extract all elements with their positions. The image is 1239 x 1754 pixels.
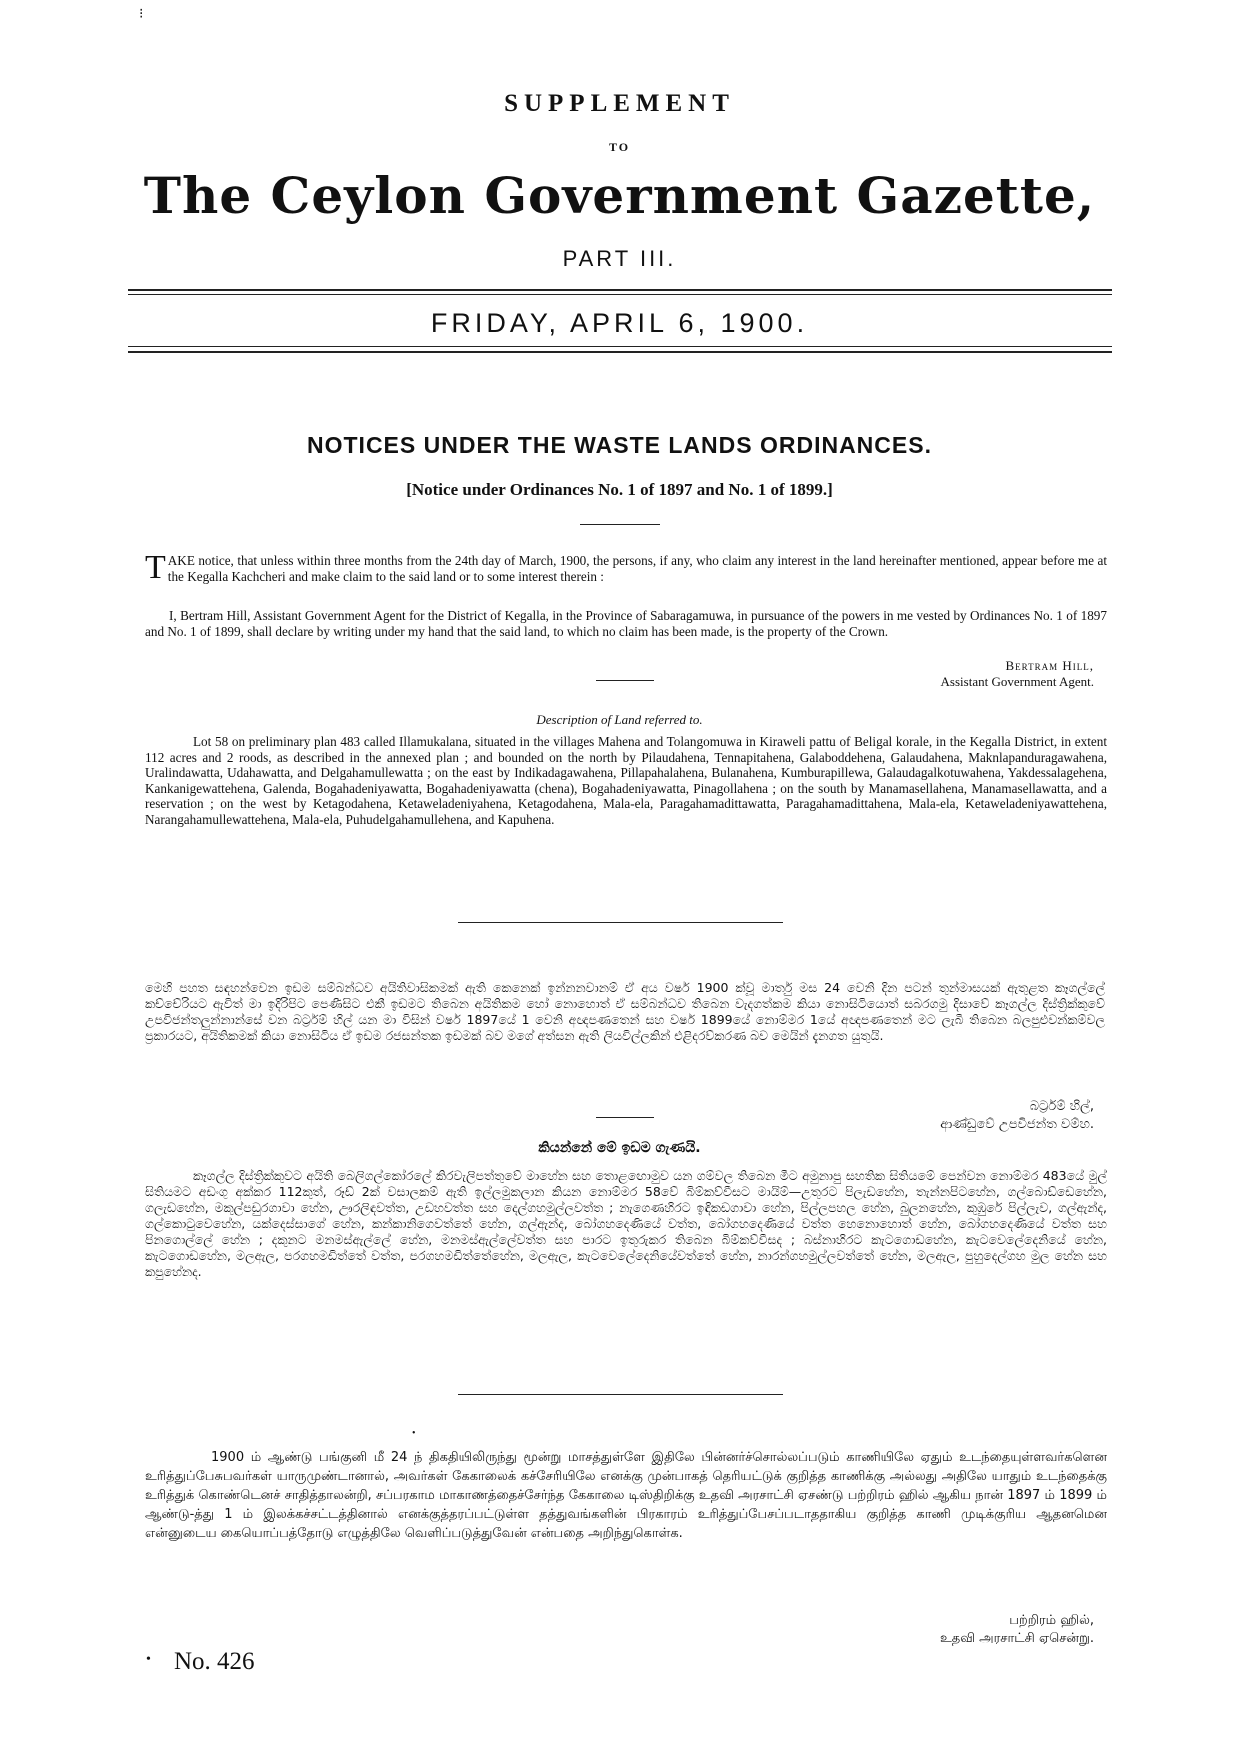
sinhala-signatory-title: ආණ්ඩුවේ උපවිජන්ත වම්හ. (940, 1117, 1094, 1132)
part-label: PART III. (562, 246, 677, 271)
to-label: TO (608, 140, 631, 154)
bullet-mark: • (146, 1652, 151, 1667)
dot-mark: • (412, 1428, 416, 1439)
sinhala-land-description: කෑගල්ල දිස්ත්‍රික්කුවට අයිති බෙලිගල්කෝරලේ කිරවැලිපත්තුවේ මාහේන සහ තොළඟොමුව යන ගම්වල තිබෙන මීට අමුනාපු සහතික සිතියමේ පෙන්වන නොම්මර 483යේ මුල් සිතියමට අඩංගු අක්කර 112කුත්, රූඩ් 2ක් වසාලකම් ඇති ඉල්ලමුකලාන කියන නොම්මර 58වේ බිම්කව්වීසට මායිම්—උතුරට පිලැඩහේන, තැන්නපිටහේන, ගල්බොඩ්ඩෙහේන, ගලැඩහේන, මකුල්පඩුරගාවා හේන, ඌරලිඳවත්ත, උඩහවත්ත සහ දෙල්ගහමුල්ලවත්ත ; නැගෙණහිරට ඉඳිකඩගාවා හේන, පිල්ලපහල හේන, බුලනහේන, කුඹුරේ පිල්ලැව, ගල්ඇන්ද, ගල්කොටුවෙහේන, යක්දෙස්සාගේ හේන, කන්කානිගෙවත්තේ හේන, ගල්ඇන්ද, බෝගහදෙණියේ වත්ත, බෝගහදෙණියේ වත්ත හෙනොහොත් හේන, බෝගහදෙණියේ වත්ත සහ පිනගොල්ලේ හේන ; දකුනට මනමස්ඇල්ලේ හේන, මනමස්ඇල්ලේවත්ත සහ පාරට ඉතුරුකර තිබෙන බිම්කව්වීසද ; බස්නාහිරට කැටගොඩහේන, කැටවෙලේදෙනියේ හේන, කැටගොඩහේන, මලඇල, පරගහමඩිත්තේ වත්ත, පරගහමඩිත්තේහේන, මලඇල, කැටවෙලේදෙනියේවත්තේ හේන, නාරන්ගහමුල්ලවත්තේ හේන, මලඇල, පුහුදෙල්ගහ මුල හේන සහ කපුහේනද. (145, 1168, 1107, 1279)
sinhala-signature-divider (596, 1117, 654, 1118)
issue-date: FRIDAY, APRIL 6, 1900. (430, 308, 809, 338)
signatory-name: Bertram Hill, (1005, 658, 1094, 673)
description-heading: Description of Land referred to. (536, 712, 703, 727)
masthead-rule-bottom-inner (128, 346, 1112, 347)
land-description: Lot 58 on preliminary plan 483 called Illamukalana, situated in the villages Mahena and Tolangomuwa in Kiraweli pattu of Beligal korale, in the Kegalla District, in extent 112 acres and 2 roods, as described in the annexed plan ; and bounded on the north by Pilaudahena, Tennapitahena, Galaboddehena, Galaudahena, Maknlapanduragawahena, Uralindawatta, Udahawatta, and Delgahamullewatta ; on the east by Indikadagawahena, Pillapahalahena, Bulanahena, Kumburapillewa, Galaudagalkotuwahena, Yakdessalagehena, Kankanigewattehena, Galenda, Bogahadeniyawatta, Bogahadeniyawatta (chena), Bogahadeniyawatta, Pinagollahena ; on the south by Manamasellahena, Manamasellawatta, and a reservation ; on the west by Ketagodahena, Ketaweladeniyahena, Ketagodahena, Mala-ela, Paragahamadittawatta, Paragahamadittahena, Mala-ela, Ketaweladeniyawattehena, Narangahamullewattehena, Mala-ela, Puhudelgahamullehena, and Kapuhena. (145, 734, 1107, 827)
sinhala-notice-paragraph: මෙහි පහත සඳහන්වෙන ඉඩම සම්බන්ධව අයිතිවාසිකමක් ඇති කෙනෙක් ඉන්නනවානම් ඒ අය වර්ෂ 1900 ක්වූ මාර්තු මස 24 වෙනි දින පටන් තුන්මාසයක් ඇතුළත කෑගල්ලේ කච්චේරියට ඇවිත් මා ඉදිරිපිට පෙණීසිට එකී ඉඩමට තිබෙන අයිතිකම හෝ නොහොත් ඒ සම්බන්ධව තිබෙන වැදගත්කම කියා නොසිටියොත් සබරගමු දිසාවේ කෑගල්ල දිස්ත්‍රික්කුවේ උපවිජන්තලුන්නාන්සේ වන බර්ට්‍රම් හිල් යන මා විසින් වර්ෂ 1897යේ 1 වෙනි අඥපණතෙන් සහ වර්ෂ 1899යේ නොම්මර 1යේ අඥපණතෙන් මට ලැබී තිබෙන බලපුළුවන්කම්වල ප්‍රකාරයට, අයිතිකමක් කියා නොසිටිය ඒ ඉඩම රජසන්තක ඉඩමක් බව මගේ අත්සන ඇති ලියවිල්ලකින් එළිදරව්කරණ බව මෙයින් දැනගත යුතුයි. (145, 980, 1105, 1043)
sinhala-signature (940, 1098, 1094, 1134)
corner-mark: ⁝ (139, 7, 144, 22)
sinhala-description-heading: කියන්නේ මේ ඉඩම ගැණයි. (538, 1140, 701, 1156)
drop-cap: T (145, 549, 166, 586)
signatory-title: Assistant Government Agent. (940, 674, 1094, 689)
sinhala-signatory-name: බර්ට්‍රම් හිල්, (1029, 1099, 1094, 1114)
english-notice-paragraph: TAKE notice, that unless within three months from the 24th day of March, 1900, the persons, if any, who claim any interest in the land hereinafter mentioned, appear before me at the Kegalla Kachcheri and make claim to the said land or to some interest therein : (145, 549, 1107, 586)
gazette-number: No. 426 (174, 1648, 255, 1675)
masthead-rule-top (128, 289, 1112, 291)
gazette-title: The Ceylon Government Gazette, (143, 166, 1096, 225)
heading-divider (580, 524, 660, 525)
notices-heading: NOTICES UNDER THE WASTE LANDS ORDINANCES. (307, 432, 932, 458)
signature-divider (596, 680, 654, 681)
masthead-rule-top-inner (128, 294, 1112, 295)
supplement-heading: SUPPLEMENT (504, 90, 735, 117)
masthead-rule-bottom (128, 351, 1112, 353)
tamil-notice-paragraph: 1900 ம் ஆண்டு பங்குனி மீ 24 ந் திகதியிலிருந்து மூன்று மாசத்துள்ளே இதிலே பின்னர்ச்சொல்லப்படும் காணியிலே ஏதும் உடந்தையுள்ளவர்களென உரித்துப்பேசுபவர்கள் யாருமுண்டானால், அவர்கள் கேகாலைக் கச்சேரியிலே எனக்கு முன்பாகத் தெரியட்டுக் குறித்த காணிக்கு அல்லது அதிலே யாதும் உடந்தைக்கு உரித்துக் கொண்டெனச் சாதித்தாலன்றி, சப்பரகாம மாகாணத்தைச்சேர்ந்த கேகாலை டிஸ்திறிக்கு உதவி அரசாட்சி ஏசண்டு பற்றிரம் ஹில் ஆகிய நான் 1897 ம் 1899 ம் ஆண்டு-த்து 1 ம் இலக்கச்சட்டத்தினால் எனக்குத்தரப்பட்டுள்ள தத்துவங்களின் பிரகாரம் உரித்துப்பேசப்படாததாகிய குறித்த காணி முடிக்குரிய ஆதனமென என்னுடைய கையொப்பத்தோடு எழுத்திலே வெளிப்படுத்துவேன் என்பதை அறிந்துகொள்க. (145, 1450, 1107, 1541)
tamil-signature (940, 1612, 1094, 1648)
section-divider-1 (458, 922, 783, 923)
tamil-signatory-name: பற்றிரம் ஹில், (1009, 1613, 1094, 1628)
tamil-signatory-title: உதவி அரசாட்சி ஏசென்று. (939, 1631, 1094, 1646)
english-signature (941, 658, 1094, 690)
section-divider-2 (458, 1394, 783, 1395)
notice-reference: [Notice under Ordinances No. 1 of 1897 and No. 1 of 1899.] (406, 480, 833, 499)
english-declaration-paragraph: I, Bertram Hill, Assistant Government Agent for the District of Kegalla, in the Province of Sabaragamuwa, in pursuance of the powers in me vested by Ordinances No. 1 of 1897 and No. 1 of 1899, shall declare by writing under my hand that the said land, to which no claim has been made, is the property of the Crown. (145, 608, 1107, 639)
